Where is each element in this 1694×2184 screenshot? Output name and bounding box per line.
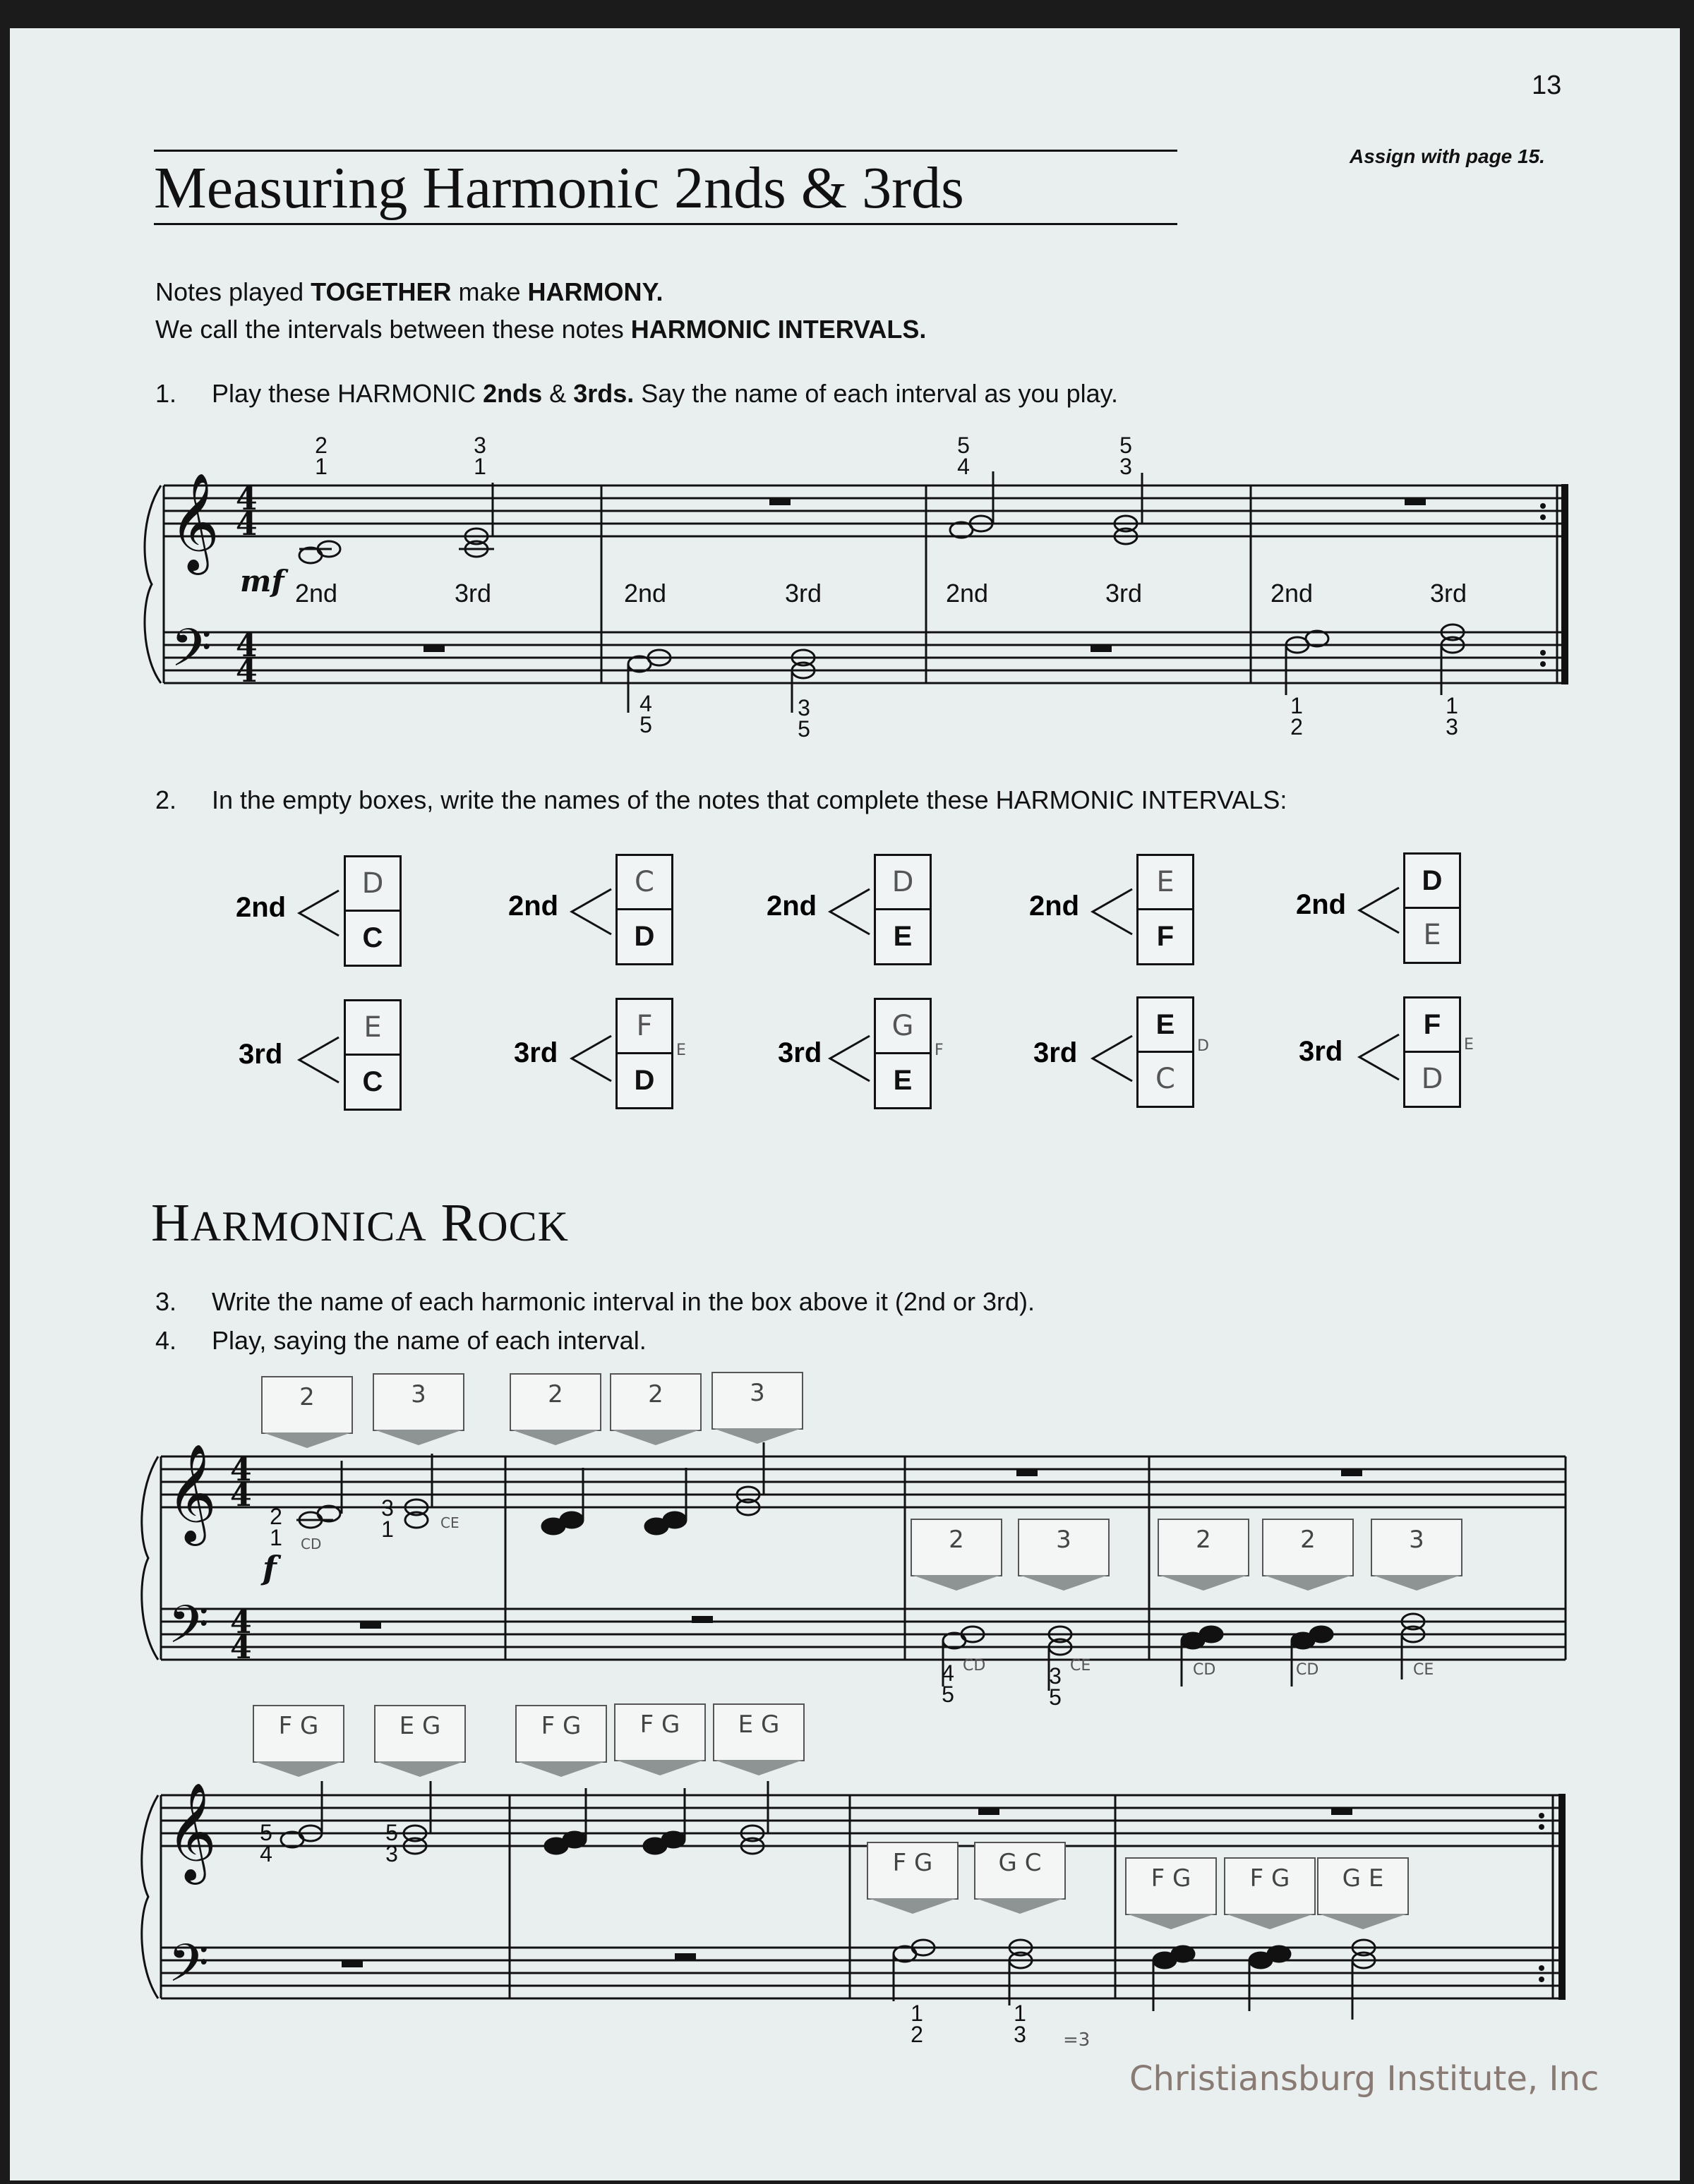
handwritten-note: CE <box>1413 1661 1434 1679</box>
side-note: E <box>676 1042 686 1059</box>
svg-text:4: 4 <box>230 1478 252 1514</box>
dynamic-mf: mf <box>240 564 284 598</box>
fingering: 2 1 <box>270 1504 282 1550</box>
answer-box[interactable]: 2 <box>1158 1519 1249 1576</box>
fingering: 1 3 <box>1014 2001 1026 2047</box>
answer-box[interactable]: F G <box>867 1842 959 1900</box>
svg-text:𝄞: 𝄞 <box>167 1782 217 1881</box>
handwritten-note: CE <box>440 1514 459 1531</box>
handwritten-note: CD <box>301 1536 322 1552</box>
fingering: 5 3 <box>385 1820 398 1866</box>
answer-top[interactable]: F <box>618 1000 671 1054</box>
fingering: 3 5 <box>798 695 810 742</box>
fingering: 4 5 <box>639 691 652 737</box>
answer-box[interactable]: G E <box>1317 1857 1409 1915</box>
svg-text:4: 4 <box>236 628 258 664</box>
step-3: 3. Write the name of each harmonic interval in the box above it (2nd or 3rd). <box>155 1287 1035 1316</box>
interval-name: 2nd <box>624 579 667 608</box>
svg-text:4: 4 <box>230 1630 252 1666</box>
svg-text:𝄞: 𝄞 <box>169 473 220 571</box>
fingering: 1 2 <box>911 2001 923 2047</box>
interval-name: 2nd <box>295 579 338 608</box>
given-bottom: D <box>634 1064 655 1096</box>
interval-label-2nd: 2nd <box>1296 889 1347 920</box>
answer-box[interactable]: 3 <box>711 1372 803 1430</box>
answer-box[interactable]: 2 <box>911 1519 1002 1576</box>
answer-box[interactable]: 3 <box>1371 1519 1462 1576</box>
handwritten-note: =3 <box>1063 2029 1091 2051</box>
fingering: 2 1 <box>315 433 328 479</box>
given-top: F <box>1405 999 1459 1053</box>
answer-box[interactable]: 2 <box>1262 1519 1354 1576</box>
answer-bottom[interactable]: E <box>1423 919 1441 951</box>
intro-line-1: Notes played TOGETHER make HARMONY. <box>155 277 663 306</box>
answer-box[interactable]: 2 <box>610 1373 702 1431</box>
given-top: D <box>1405 855 1459 909</box>
answer-box[interactable]: E G <box>374 1705 466 1763</box>
handwritten-note: CD <box>1296 1661 1319 1679</box>
answer-box[interactable]: F G <box>515 1705 607 1763</box>
interval-label-2nd: 2nd <box>767 891 817 922</box>
interval-name: 3rd <box>1105 579 1143 608</box>
watermark: Christiansburg Institute, Inc <box>1129 2059 1599 2099</box>
answer-top[interactable]: E <box>346 1001 400 1056</box>
answer-top[interactable]: E <box>1139 856 1192 910</box>
answer-box[interactable]: F G <box>1224 1857 1316 1915</box>
svg-text:4: 4 <box>236 507 258 543</box>
answer-top[interactable]: D <box>876 856 930 910</box>
svg-text:4: 4 <box>230 1605 252 1641</box>
interval-label-2nd: 2nd <box>1029 891 1080 922</box>
step-2: 2. In the empty boxes, write the names of the notes that complete these HARMONIC INTERVALS: <box>155 785 1287 814</box>
interval-name: 3rd <box>785 579 822 608</box>
fingering: 5 4 <box>957 433 970 479</box>
interval-name: 3rd <box>1430 579 1467 608</box>
svg-text:𝄢: 𝄢 <box>168 1594 209 1668</box>
svg-text:4: 4 <box>230 1452 252 1488</box>
fingering: 5 3 <box>1119 433 1132 479</box>
side-note: D <box>1197 1037 1209 1055</box>
interval-name: 2nd <box>946 579 989 608</box>
interval-name: 3rd <box>455 579 492 608</box>
assign-note: Assign with page 15. <box>1350 145 1545 167</box>
answer-top[interactable]: G <box>876 1000 930 1054</box>
fingering: 3 5 <box>1049 1663 1062 1710</box>
interval-label-3rd: 3rd <box>514 1037 558 1068</box>
step-4: 4. Play, saying the name of each interval. <box>155 1326 647 1355</box>
given-bottom: E <box>893 920 913 952</box>
interval-label-2nd: 2nd <box>236 892 287 923</box>
section-title: HARMONICA ROCK <box>151 1193 569 1253</box>
answer-top[interactable]: C <box>618 856 671 910</box>
handwritten-note: CD <box>963 1657 986 1675</box>
answer-box[interactable]: 2 <box>261 1376 353 1434</box>
svg-text:4: 4 <box>236 481 258 517</box>
answer-top[interactable]: D <box>346 857 400 912</box>
fingering: 3 1 <box>474 433 486 479</box>
fingering: 5 4 <box>260 1820 272 1866</box>
given-bottom: E <box>893 1064 913 1096</box>
answer-box[interactable]: F G <box>253 1705 344 1763</box>
interval-name: 2nd <box>1270 579 1314 608</box>
answer-box[interactable]: 3 <box>1018 1519 1110 1576</box>
fingering: 3 1 <box>381 1495 394 1542</box>
given-bottom: C <box>362 1066 383 1097</box>
side-note: F <box>935 1042 944 1059</box>
fingering: 1 2 <box>1290 693 1303 740</box>
interval-label-2nd: 2nd <box>508 891 559 922</box>
answer-box[interactable]: 2 <box>510 1373 601 1431</box>
given-bottom: D <box>634 920 655 952</box>
interval-label-3rd: 3rd <box>1033 1037 1078 1068</box>
answer-bottom[interactable]: D <box>1421 1063 1443 1095</box>
intro-line-2: We call the intervals between these notes HARMONIC INTERVALS. <box>155 315 927 344</box>
answer-box[interactable]: F G <box>614 1703 706 1761</box>
side-note: E <box>1464 1036 1474 1054</box>
handwritten-note: CD <box>1193 1661 1216 1679</box>
step-1: 1. Play these HARMONIC 2nds & 3rds. Say the name of each interval as you play. <box>155 379 1118 408</box>
svg-text:𝄢: 𝄢 <box>171 617 212 692</box>
dynamic-f: f <box>263 1549 277 1587</box>
svg-text:𝄢: 𝄢 <box>168 1933 209 2007</box>
interval-label-3rd: 3rd <box>239 1039 283 1070</box>
answer-box[interactable]: G C <box>974 1842 1066 1900</box>
answer-box[interactable]: F G <box>1125 1857 1217 1915</box>
answer-box[interactable]: E G <box>713 1703 805 1761</box>
page-number: 13 <box>1532 71 1562 100</box>
svg-text:𝄞: 𝄞 <box>167 1444 217 1542</box>
given-bottom: F <box>1156 920 1175 952</box>
answer-bottom[interactable]: C <box>1155 1063 1175 1095</box>
given-bottom: C <box>362 922 383 953</box>
handwritten-note: CE <box>1070 1657 1091 1675</box>
interval-label-3rd: 3rd <box>1299 1036 1343 1067</box>
answer-box[interactable]: 3 <box>373 1373 464 1431</box>
fingering: 1 3 <box>1446 693 1458 740</box>
interval-label-3rd: 3rd <box>778 1037 822 1068</box>
given-top: E <box>1139 999 1192 1053</box>
svg-text:4: 4 <box>236 653 258 689</box>
fingering: 4 5 <box>942 1660 954 1707</box>
page-title: Measuring Harmonic 2nds & 3rds <box>154 155 964 221</box>
